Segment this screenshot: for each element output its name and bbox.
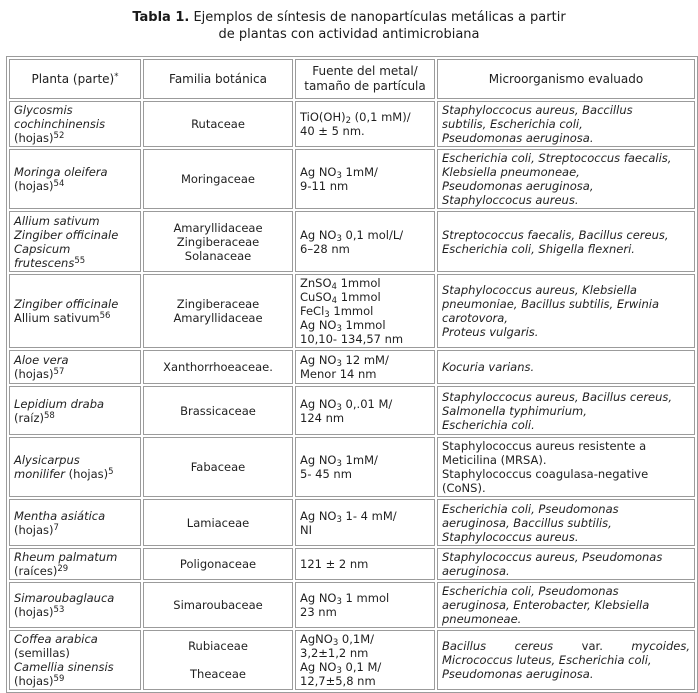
cell-line: (hojas)$^{59}$ xyxy=(14,674,65,688)
table-row xyxy=(9,437,695,497)
cell-line: (hojas)$^7$ xyxy=(14,522,59,537)
cell-line: 9-11 nm xyxy=(300,179,349,193)
table-title-label: Tabla 1. xyxy=(132,10,190,25)
cell-line: 40 ± 5 nm. xyxy=(300,124,365,138)
cell-line: Staphylococcus aureus, Pseudomonas xyxy=(442,550,663,564)
cell-line: Micrococcus luteus, Escherichia coli, xyxy=(442,653,652,667)
cell-line: Staphylococcus aureus, Klebsiella xyxy=(442,283,637,297)
cell-line: Xanthorrhoeaceae. xyxy=(163,360,273,374)
cell-line: Alysicarpus xyxy=(14,453,80,467)
cell-line: 124 nm xyxy=(300,410,345,425)
family-cell xyxy=(143,548,293,580)
plant-cell xyxy=(9,437,141,497)
cell-line: monilifer (hojas)$^5$ xyxy=(14,467,114,481)
plant-cell xyxy=(9,101,141,147)
microorganism-cell xyxy=(437,548,695,580)
cell-line: Staphylococcus coagulasa-negative xyxy=(442,467,649,481)
cell-line: aeruginosa. xyxy=(442,564,510,578)
microorganism-cell xyxy=(437,274,695,348)
cell-line: Rutaceae xyxy=(191,117,245,131)
cell-line: (semillas) xyxy=(14,646,70,660)
column-header-2 xyxy=(143,59,293,99)
cell-line: 10,10- 134,57 nm xyxy=(300,332,404,346)
table-row xyxy=(9,274,695,348)
metal-source-cell xyxy=(295,350,435,384)
cell-line: (hojas)$^{53}$ xyxy=(14,605,65,619)
cell-line: Solanaceae xyxy=(184,248,252,263)
cell-line: Ag $NO_3$ 1mM/ xyxy=(300,453,378,469)
microorganism-cell xyxy=(437,101,695,147)
cell-line: Escherichia coli, Pseudomonas xyxy=(442,584,619,598)
table-row xyxy=(9,211,695,272)
cell-line: aeruginosa, Enterobacter, Klebsiella xyxy=(442,598,650,612)
table-row xyxy=(9,350,695,384)
cell-line xyxy=(148,653,288,667)
cell-line: Ag $NO_3$ 1 mmol xyxy=(300,591,390,607)
cell-line: 3,2±1,2 nm xyxy=(300,646,369,660)
cell-line: Pseudomonas aeruginosa. xyxy=(442,131,594,145)
microorganism-cell xyxy=(437,386,695,435)
cell-line: (hojas)$^{52}$ xyxy=(14,131,65,145)
metal-source-cell xyxy=(295,630,435,690)
cell-line: Rubiaceae xyxy=(188,639,248,653)
plant-cell xyxy=(9,582,141,628)
family-cell xyxy=(143,350,293,384)
cell-line: 23 nm xyxy=(300,605,337,619)
cell-line: Proteus vulgaris. xyxy=(442,325,539,339)
cell-line: Ag $NO_3$ 1- 4 mM/ xyxy=(300,508,397,525)
cell-line: Zingiberaceae xyxy=(176,234,260,249)
microorganism-cell xyxy=(437,582,695,628)
cell-line: tamaño de partícula xyxy=(304,79,426,93)
cell-line: 12,7±5,8 nm xyxy=(300,674,376,688)
cell-line: (CoNS). xyxy=(442,481,486,495)
column-header-4 xyxy=(437,59,695,99)
plant-cell xyxy=(9,499,141,546)
cell-line: Theaceae xyxy=(190,667,246,681)
cell-line: Meticilina (MRSA). xyxy=(442,453,547,467)
cell-line: Mentha asiática xyxy=(14,508,106,523)
cell-line: Pseudomonas aeruginosa. xyxy=(442,667,594,681)
cell-line: Pseudomonas aeruginosa, xyxy=(442,179,594,193)
cell-line: Staphylococcus aureus. xyxy=(442,529,579,544)
cell-line: Microorganismo evaluado xyxy=(488,71,644,86)
family-cell xyxy=(143,274,293,348)
cell-line: carotovora, xyxy=(442,311,508,325)
cell-line: (raíces)$^{29}$ xyxy=(14,564,69,578)
cell-line: Staphyloccocus aureus, Bacillus cereus, xyxy=(442,389,673,404)
cell-line: Planta (parte)* xyxy=(31,71,119,86)
cell-line: Klebsiella pneumoneae, xyxy=(442,165,580,179)
table-row xyxy=(9,582,695,628)
microorganism-cell xyxy=(437,437,695,497)
cell-line: Bacillus cereus var. mycoides, xyxy=(442,639,690,653)
cell-line: Escherichia coli. xyxy=(442,417,535,432)
table-header xyxy=(9,59,695,99)
cell-line: Escherichia coli, Shigella flexneri. xyxy=(442,241,635,256)
cell-line: Streptococcus faecalis, Bacillus cereus, xyxy=(442,227,669,242)
metal-source-cell xyxy=(295,499,435,546)
cell-line: (hojas)$^{54}$ xyxy=(14,179,65,193)
metal-source-cell xyxy=(295,582,435,628)
cell-line: Salmonella typhimurium, xyxy=(442,403,587,418)
family-cell xyxy=(143,499,293,546)
plant-cell xyxy=(9,350,141,384)
cell-line: 5- 45 nm xyxy=(300,467,352,481)
table-title-text: Ejemplos de síntesis de nanopartículas metálicas a partir xyxy=(189,10,566,25)
family-cell xyxy=(143,211,293,272)
plant-cell xyxy=(9,211,141,272)
cell-line: pneumoneae. xyxy=(442,612,522,626)
cell-line: Capsicum xyxy=(14,241,71,256)
table-title-line2: de plantas con actividad antimicrobiana xyxy=(218,27,480,42)
plant-cell xyxy=(9,274,141,348)
cell-line: Aloe vera xyxy=(14,353,69,367)
metal-source-cell xyxy=(295,274,435,348)
cell-line: Simaroubaglauca xyxy=(14,591,115,605)
cell-line: Kocuria varians. xyxy=(442,360,535,374)
cell-line: Camellia sinensis xyxy=(14,660,114,674)
cell-line: Moringa oleifera xyxy=(14,165,108,179)
cell-line: ZnSO$_4$ 1mmol xyxy=(300,276,381,292)
plant-cell xyxy=(9,386,141,435)
cell-line: (raíz)$^{58}$ xyxy=(14,410,55,425)
cell-line: Escherichia coli, Streptococcus faecalis, xyxy=(442,151,672,165)
cell-line: Glycosmis xyxy=(14,103,73,117)
cell-line: Zingiber officinale xyxy=(14,227,119,242)
cell-line: Fuente del metal/ xyxy=(312,64,418,78)
cell-line: Allium sativum$^{56}$ xyxy=(14,311,111,325)
table-header-row xyxy=(9,59,695,99)
column-header-3 xyxy=(295,59,435,99)
cell-line: Ag $NO_3$ 12 mM/ xyxy=(300,353,389,369)
cell-line: Allium sativum xyxy=(14,213,100,228)
cell-line: Ag $NO_3$ 1mM/ xyxy=(300,165,378,181)
cell-line: Ag $NO_3$ 1mmol xyxy=(300,318,386,334)
cell-line: Brassicaceae xyxy=(180,403,256,418)
cell-line: Fabaceae xyxy=(190,460,246,474)
cell-line: aeruginosa, Baccillus subtilis, xyxy=(442,515,612,530)
nanoparticle-synthesis-table xyxy=(6,56,698,693)
metal-source-cell xyxy=(295,437,435,497)
metal-source-cell xyxy=(295,101,435,147)
plant-cell xyxy=(9,630,141,690)
cell-line: Familia botánica xyxy=(169,71,267,86)
table-title-line1 xyxy=(0,9,698,26)
table-row xyxy=(9,499,695,546)
metal-source-cell xyxy=(295,386,435,435)
cell-line: Ag $NO_3$ 0,1 M/ xyxy=(300,660,382,676)
cell-line: Lamiaceae xyxy=(186,515,250,530)
cell-line: subtilis, Escherichia coli, xyxy=(442,117,583,131)
family-cell xyxy=(143,582,293,628)
table-row xyxy=(9,386,695,435)
cell-line: 121 ± 2 nm xyxy=(300,557,369,571)
family-cell xyxy=(143,437,293,497)
cell-line: frutescens$^{55}$ xyxy=(14,255,86,270)
family-cell xyxy=(143,386,293,435)
cell-line: 6–28 nm xyxy=(300,241,350,256)
cell-line: NI xyxy=(300,522,312,537)
cell-line: FeCl$_3$ 1mmol xyxy=(300,304,374,320)
column-header-1 xyxy=(9,59,141,99)
cell-line: (hojas)$^{57}$ xyxy=(14,367,65,381)
plant-cell xyxy=(9,548,141,580)
cell-line: Escherichia coli, Pseudomonas xyxy=(442,501,619,516)
cell-line: Zingiber officinale xyxy=(14,297,119,311)
microorganism-cell xyxy=(437,499,695,546)
table-row xyxy=(9,548,695,580)
cell-line: Staphylococcus aureus resistente a xyxy=(442,439,647,453)
family-cell xyxy=(143,101,293,147)
cell-line: cochinchinensis xyxy=(14,117,106,131)
page-title xyxy=(0,9,698,43)
cell-line: $TiO(OH)_2$ (0,1 mM)/ xyxy=(300,110,411,126)
cell-line: Coffea arabica xyxy=(14,632,98,646)
metal-source-cell xyxy=(295,149,435,209)
cell-line: CuSO$_4$ 1mmol xyxy=(300,290,381,306)
cell-line: Moringaceae xyxy=(180,172,256,186)
microorganism-cell xyxy=(437,211,695,272)
cell-line: Amaryllidaceae xyxy=(173,220,263,235)
cell-line: Simaroubaceae xyxy=(173,598,263,612)
cell-line: Menor 14 nm xyxy=(300,367,377,381)
table-row xyxy=(9,630,695,690)
cell-line: Ag $NO_3$ 0,.01 M/ xyxy=(300,396,393,413)
microorganism-cell xyxy=(437,350,695,384)
cell-line: AgNO$_3$ 0,1M/ xyxy=(300,632,374,648)
cell-line: Staphyloccocus aureus. xyxy=(442,193,579,207)
cell-line: Rheum palmatum xyxy=(14,550,118,564)
cell-line: Ag $NO_3$ 0,1 mol/L/ xyxy=(300,227,404,244)
table-row xyxy=(9,149,695,209)
family-cell xyxy=(143,630,293,690)
cell-line: Staphyloccocus aureus, Baccillus xyxy=(442,103,633,117)
cell-line: Poligonaceae xyxy=(179,557,257,571)
cell-line: pneumoniae, Bacillus subtilis, Erwinia xyxy=(442,297,659,311)
metal-source-cell xyxy=(295,548,435,580)
table-body xyxy=(9,101,695,690)
plant-cell xyxy=(9,149,141,209)
cell-line: Amaryllidaceae xyxy=(173,311,263,325)
metal-source-cell xyxy=(295,211,435,272)
cell-line: Lepidium draba xyxy=(14,396,105,411)
table-row xyxy=(9,101,695,147)
microorganism-cell xyxy=(437,630,695,690)
family-cell xyxy=(143,149,293,209)
microorganism-cell xyxy=(437,149,695,209)
cell-line: Zingiberaceae xyxy=(176,297,260,311)
